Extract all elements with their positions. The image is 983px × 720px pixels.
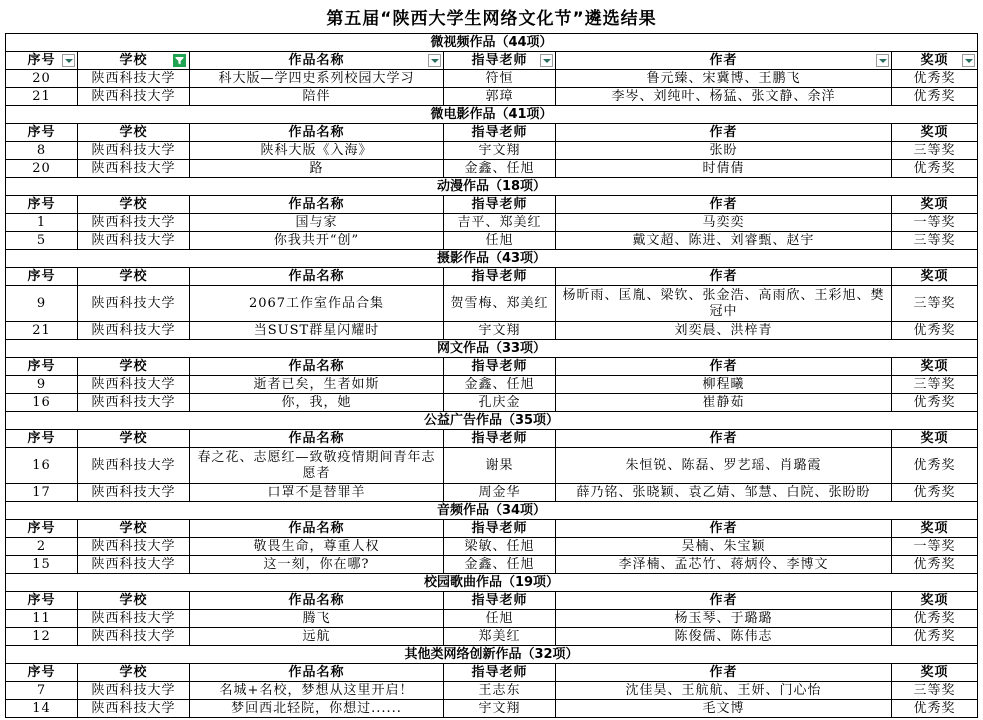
dropdown-arrow-icon	[879, 59, 887, 63]
cell-advisor[interactable]: 梁敏、任旭	[444, 538, 556, 556]
column-header-label: 作品名称	[288, 520, 345, 536]
cell-school[interactable]: 陕西科技大学	[78, 448, 190, 484]
table-row	[6, 610, 978, 628]
column-header-work-title[interactable]	[190, 430, 444, 448]
dropdown-arrow-icon	[431, 59, 439, 63]
cell-number[interactable]: 20	[6, 70, 78, 88]
cell-number[interactable]: 15	[6, 556, 78, 574]
cell-number[interactable]: 21	[6, 322, 78, 340]
column-header-label: 序号	[27, 52, 56, 68]
cell-award[interactable]: 优秀奖	[892, 484, 978, 502]
cell-work-title[interactable]: 你我共开“创”	[190, 232, 444, 250]
column-header-advisor[interactable]	[444, 268, 556, 286]
column-header-row	[6, 358, 978, 376]
column-header-row	[6, 592, 978, 610]
column-header-label: 学校	[119, 196, 148, 212]
cell-advisor[interactable]: 郭璋	[444, 88, 556, 106]
column-header-label: 作品名称	[288, 196, 345, 212]
results-sheet	[5, 33, 978, 718]
table-row	[6, 160, 978, 178]
column-header-advisor[interactable]	[444, 124, 556, 142]
cell-work-title[interactable]: 远航	[190, 628, 444, 646]
column-header-authors[interactable]	[556, 52, 892, 70]
column-header-work-title[interactable]	[190, 52, 444, 70]
column-header-advisor[interactable]	[444, 358, 556, 376]
cell-award[interactable]: 三等奖	[892, 286, 978, 322]
table-row	[6, 376, 978, 394]
column-header-label: 学校	[119, 520, 148, 536]
column-header-label: 作者	[709, 196, 738, 212]
cell-school[interactable]: 陕西科技大学	[78, 538, 190, 556]
cell-authors[interactable]: 马奕奕	[556, 214, 892, 232]
column-header-authors[interactable]	[556, 358, 892, 376]
cell-award[interactable]: 优秀奖	[892, 628, 978, 646]
award-category-block	[6, 502, 978, 574]
column-header-award[interactable]	[892, 520, 978, 538]
cell-school[interactable]: 陕西科技大学	[78, 394, 190, 412]
filter-active-icon	[175, 56, 184, 65]
cell-award[interactable]: 一等奖	[892, 538, 978, 556]
column-header-number[interactable]	[6, 430, 78, 448]
column-header-authors[interactable]	[556, 268, 892, 286]
column-header-label: 奖项	[920, 592, 949, 608]
cell-award[interactable]: 一等奖	[892, 214, 978, 232]
column-header-label: 指导老师	[471, 124, 528, 140]
cell-school[interactable]: 陕西科技大学	[78, 700, 190, 718]
column-header-label: 序号	[27, 124, 56, 140]
filter-dropdown-button-advisor[interactable]	[540, 54, 553, 67]
cell-number[interactable]: 16	[6, 448, 78, 484]
column-header-label: 序号	[27, 664, 56, 680]
column-header-label: 指导老师	[471, 268, 528, 284]
sheet-title[interactable]: 第五届“陕西大学生网络文化节”遴选结果	[326, 9, 657, 29]
cell-advisor[interactable]: 宇文翔	[444, 142, 556, 160]
category-title-cell[interactable]: 校园歌曲作品（19项）	[6, 574, 978, 592]
category-title-row	[6, 106, 978, 124]
cell-work-title[interactable]: 陪伴	[190, 88, 444, 106]
column-header-number[interactable]	[6, 196, 78, 214]
column-header-label: 作品名称	[288, 52, 345, 68]
column-header-label: 指导老师	[471, 358, 528, 374]
cell-school[interactable]: 陕西科技大学	[78, 628, 190, 646]
filter-dropdown-button-number[interactable]	[62, 54, 75, 67]
column-header-label: 指导老师	[471, 196, 528, 212]
column-header-label: 奖项	[920, 664, 949, 680]
column-header-authors[interactable]	[556, 520, 892, 538]
cell-school[interactable]: 陕西科技大学	[78, 556, 190, 574]
table-row	[6, 70, 978, 88]
cell-advisor[interactable]: 任旭	[444, 610, 556, 628]
cell-award[interactable]: 三等奖	[892, 232, 978, 250]
table-row	[6, 322, 978, 340]
cell-advisor[interactable]: 周金华	[444, 484, 556, 502]
cell-number[interactable]: 8	[6, 142, 78, 160]
cell-number[interactable]: 9	[6, 286, 78, 322]
cell-authors[interactable]: 沈佳昊、王航航、王妍、门心怡	[556, 682, 892, 700]
cell-work-title[interactable]: 敬畏生命，尊重人权	[190, 538, 444, 556]
cell-work-title[interactable]: 这一刻，你在哪?	[190, 556, 444, 574]
table-row	[6, 394, 978, 412]
table-row	[6, 142, 978, 160]
column-header-advisor[interactable]	[444, 520, 556, 538]
cell-work-title[interactable]: 梦回西北轻院，你想过......	[190, 700, 444, 718]
table-row	[6, 682, 978, 700]
dropdown-arrow-icon	[543, 59, 551, 63]
column-header-authors[interactable]	[556, 196, 892, 214]
column-header-label: 序号	[27, 592, 56, 608]
column-header-label: 作者	[709, 124, 738, 140]
column-header-label: 指导老师	[471, 520, 528, 536]
column-header-school[interactable]	[78, 358, 190, 376]
column-header-award[interactable]	[892, 52, 978, 70]
column-header-work-title[interactable]	[190, 358, 444, 376]
column-header-label: 作品名称	[288, 268, 345, 284]
column-header-label: 学校	[119, 52, 148, 68]
column-header-label: 学校	[119, 124, 148, 140]
category-title-row	[6, 34, 978, 52]
dropdown-arrow-icon	[65, 59, 73, 63]
cell-authors[interactable]: 杨昕雨、匡胤、梁钦、张金浩、高雨欣、王彩旭、樊冠中	[556, 286, 892, 322]
table-row	[6, 232, 978, 250]
column-header-advisor[interactable]	[444, 664, 556, 682]
cell-award[interactable]: 优秀奖	[892, 700, 978, 718]
column-header-row	[6, 124, 978, 142]
column-header-label: 作者	[709, 268, 738, 284]
cell-award[interactable]: 优秀奖	[892, 88, 978, 106]
category-title-cell[interactable]: 公益广告作品（35项）	[6, 412, 978, 430]
column-header-school[interactable]	[78, 124, 190, 142]
award-category-block	[6, 106, 978, 178]
column-header-work-title[interactable]	[190, 592, 444, 610]
column-header-work-title[interactable]	[190, 124, 444, 142]
column-header-school[interactable]	[78, 664, 190, 682]
table-row	[6, 286, 978, 322]
cell-authors[interactable]: 陈俊儒、陈伟志	[556, 628, 892, 646]
cell-school[interactable]: 陕西科技大学	[78, 322, 190, 340]
cell-number[interactable]: 12	[6, 628, 78, 646]
column-header-label: 作者	[709, 664, 738, 680]
cell-authors[interactable]: 戴文超、陈进、刘睿甄、赵宇	[556, 232, 892, 250]
column-header-label: 指导老师	[471, 592, 528, 608]
column-header-school[interactable]	[78, 268, 190, 286]
cell-work-title[interactable]: 你，我，她	[190, 394, 444, 412]
column-header-label: 奖项	[920, 124, 949, 140]
cell-work-title[interactable]: 当SUST群星闪耀时	[190, 322, 444, 340]
cell-award[interactable]: 优秀奖	[892, 70, 978, 88]
column-header-row	[6, 196, 978, 214]
column-header-number[interactable]	[6, 664, 78, 682]
column-header-label: 指导老师	[471, 430, 528, 446]
cell-school[interactable]: 陕西科技大学	[78, 286, 190, 322]
category-title-cell[interactable]: 网文作品（33项）	[6, 340, 978, 358]
cell-award[interactable]: 三等奖	[892, 376, 978, 394]
column-header-label: 学校	[119, 592, 148, 608]
cell-school[interactable]: 陕西科技大学	[78, 160, 190, 178]
column-header-advisor[interactable]	[444, 196, 556, 214]
category-title-row	[6, 250, 978, 268]
award-category-block	[6, 574, 978, 646]
column-header-award[interactable]	[892, 358, 978, 376]
column-header-number[interactable]	[6, 52, 78, 70]
cell-advisor[interactable]: 贺雪梅、郑美红	[444, 286, 556, 322]
column-header-label: 奖项	[920, 268, 949, 284]
column-header-label: 作品名称	[288, 664, 345, 680]
cell-advisor[interactable]: 宇文翔	[444, 700, 556, 718]
column-header-row	[6, 430, 978, 448]
cell-award[interactable]: 优秀奖	[892, 394, 978, 412]
cell-number[interactable]: 16	[6, 394, 78, 412]
column-header-label: 作者	[709, 592, 738, 608]
award-category-block	[6, 340, 978, 412]
cell-award[interactable]: 三等奖	[892, 682, 978, 700]
column-header-school[interactable]	[78, 520, 190, 538]
cell-authors[interactable]: 张盼	[556, 142, 892, 160]
column-header-row	[6, 664, 978, 682]
cell-number[interactable]: 11	[6, 610, 78, 628]
category-title-cell[interactable]: 微视频作品（44项）	[6, 34, 978, 52]
category-title-row	[6, 340, 978, 358]
cell-award[interactable]: 优秀奖	[892, 322, 978, 340]
column-header-label: 序号	[27, 196, 56, 212]
cell-school[interactable]: 陕西科技大学	[78, 376, 190, 394]
cell-work-title[interactable]: 路	[190, 160, 444, 178]
cell-school[interactable]: 陕西科技大学	[78, 88, 190, 106]
filter-dropdown-button-authors[interactable]	[876, 54, 889, 67]
column-header-advisor[interactable]	[444, 592, 556, 610]
category-title-row	[6, 646, 978, 664]
table-row	[6, 700, 978, 718]
table-row	[6, 628, 978, 646]
column-header-award[interactable]	[892, 268, 978, 286]
cell-work-title[interactable]: 口罩不是替罪羊	[190, 484, 444, 502]
filter-applied-button-school[interactable]	[173, 54, 186, 67]
table-row	[6, 88, 978, 106]
table-row	[6, 538, 978, 556]
cell-work-title[interactable]: 2067工作室作品合集	[190, 286, 444, 322]
column-header-authors[interactable]	[556, 592, 892, 610]
column-header-work-title[interactable]	[190, 520, 444, 538]
column-header-label: 作品名称	[288, 430, 345, 446]
column-header-label: 作者	[709, 358, 738, 374]
category-title-row	[6, 574, 978, 592]
column-header-label: 指导老师	[471, 664, 528, 680]
column-header-label: 学校	[119, 358, 148, 374]
cell-authors[interactable]: 刘奕晨、洪梓青	[556, 322, 892, 340]
filter-dropdown-button-work-title[interactable]	[428, 54, 441, 67]
cell-award[interactable]: 优秀奖	[892, 556, 978, 574]
column-header-number[interactable]	[6, 358, 78, 376]
column-header-label: 作者	[709, 52, 738, 68]
award-category-block	[6, 34, 978, 106]
award-category-block	[6, 412, 978, 502]
cell-authors[interactable]: 毛文博	[556, 700, 892, 718]
category-title-cell[interactable]: 其他类网络创新作品（32项）	[6, 646, 978, 664]
column-header-advisor[interactable]	[444, 52, 556, 70]
award-category-block	[6, 178, 978, 250]
category-title-cell[interactable]: 摄影作品（43项）	[6, 250, 978, 268]
category-title-cell[interactable]: 微电影作品（41项）	[6, 106, 978, 124]
column-header-label: 学校	[119, 268, 148, 284]
filter-dropdown-button-award[interactable]	[962, 54, 975, 67]
cell-number[interactable]: 21	[6, 88, 78, 106]
cell-school[interactable]: 陕西科技大学	[78, 484, 190, 502]
award-category-block	[6, 250, 978, 340]
column-header-award[interactable]	[892, 664, 978, 682]
column-header-award[interactable]	[892, 592, 978, 610]
cell-work-title[interactable]: 名城+名校，梦想从这里开启！	[190, 682, 444, 700]
column-header-label: 序号	[27, 520, 56, 536]
award-category-block	[6, 646, 978, 718]
column-header-authors[interactable]	[556, 430, 892, 448]
cell-advisor[interactable]: 谢果	[444, 448, 556, 484]
column-header-label: 奖项	[920, 520, 949, 536]
column-header-label: 序号	[27, 268, 56, 284]
category-title-row	[6, 412, 978, 430]
column-header-label: 序号	[27, 358, 56, 374]
column-header-award[interactable]	[892, 196, 978, 214]
column-header-school[interactable]	[78, 430, 190, 448]
cell-advisor[interactable]: 符恒	[444, 70, 556, 88]
cell-authors[interactable]: 时倩倩	[556, 160, 892, 178]
category-title-row	[6, 178, 978, 196]
cell-work-title[interactable]: 逝者已矣，生者如斯	[190, 376, 444, 394]
cell-award[interactable]: 优秀奖	[892, 448, 978, 484]
column-header-number[interactable]	[6, 520, 78, 538]
cell-number[interactable]: 20	[6, 160, 78, 178]
column-header-row	[6, 268, 978, 286]
category-title-row	[6, 502, 978, 520]
cell-authors[interactable]: 杨玉琴、于璐璐	[556, 610, 892, 628]
cell-award[interactable]: 优秀奖	[892, 160, 978, 178]
cell-school[interactable]: 陕西科技大学	[78, 610, 190, 628]
column-header-label: 奖项	[920, 430, 949, 446]
cell-work-title[interactable]: 科大版—学四史系列校园大学习	[190, 70, 444, 88]
column-header-label: 作者	[709, 520, 738, 536]
cell-award[interactable]: 优秀奖	[892, 610, 978, 628]
category-title-cell[interactable]: 音频作品（34项）	[6, 502, 978, 520]
cell-authors[interactable]: 薛乃铭、张晓颖、袁乙婧、邹慧、白院、张盼盼	[556, 484, 892, 502]
cell-advisor[interactable]: 孔庆金	[444, 394, 556, 412]
column-header-label: 奖项	[920, 358, 949, 374]
column-header-authors[interactable]	[556, 124, 892, 142]
cell-school[interactable]: 陕西科技大学	[78, 214, 190, 232]
cell-number[interactable]: 5	[6, 232, 78, 250]
cell-authors[interactable]: 鲁元臻、宋冀博、王鹏飞	[556, 70, 892, 88]
table-row	[6, 448, 978, 484]
cell-number[interactable]: 17	[6, 484, 78, 502]
column-header-number[interactable]	[6, 592, 78, 610]
cell-number[interactable]: 1	[6, 214, 78, 232]
column-header-label: 作品名称	[288, 358, 345, 374]
column-header-row	[6, 52, 978, 70]
column-header-work-title[interactable]	[190, 196, 444, 214]
cell-advisor[interactable]: 王志东	[444, 682, 556, 700]
column-header-label: 作品名称	[288, 592, 345, 608]
table-row	[6, 556, 978, 574]
cell-authors[interactable]: 崔静茹	[556, 394, 892, 412]
cell-school[interactable]: 陕西科技大学	[78, 682, 190, 700]
cell-advisor[interactable]: 金鑫、任旭	[444, 556, 556, 574]
column-header-label: 序号	[27, 430, 56, 446]
cell-number[interactable]: 14	[6, 700, 78, 718]
dropdown-arrow-icon	[965, 59, 973, 63]
column-header-label: 作品名称	[288, 124, 345, 140]
cell-authors[interactable]: 李泽楠、孟芯竹、蒋炳伶、李博文	[556, 556, 892, 574]
column-header-number[interactable]	[6, 124, 78, 142]
table-row	[6, 484, 978, 502]
cell-number[interactable]: 9	[6, 376, 78, 394]
cell-authors[interactable]: 朱恒锐、陈磊、罗艺瑶、肖璐霞	[556, 448, 892, 484]
cell-work-title[interactable]: 国与家	[190, 214, 444, 232]
column-header-school[interactable]	[78, 52, 190, 70]
cell-award[interactable]: 三等奖	[892, 142, 978, 160]
column-header-award[interactable]	[892, 124, 978, 142]
column-header-award[interactable]	[892, 430, 978, 448]
category-title-cell[interactable]: 动漫作品（18项）	[6, 178, 978, 196]
cell-advisor[interactable]: 金鑫、任旭	[444, 160, 556, 178]
column-header-label: 学校	[119, 664, 148, 680]
table-row	[6, 214, 978, 232]
cell-school[interactable]: 陕西科技大学	[78, 142, 190, 160]
column-header-label: 指导老师	[471, 52, 528, 68]
cell-school[interactable]: 陕西科技大学	[78, 70, 190, 88]
cell-authors[interactable]: 李岑、刘纯叶、杨猛、张文静、余洋	[556, 88, 892, 106]
column-header-authors[interactable]	[556, 664, 892, 682]
column-header-label: 学校	[119, 430, 148, 446]
cell-number[interactable]: 7	[6, 682, 78, 700]
cell-number[interactable]: 2	[6, 538, 78, 556]
cell-authors[interactable]: 吴楠、朱宝颖	[556, 538, 892, 556]
cell-authors[interactable]: 柳程曦	[556, 376, 892, 394]
cell-advisor[interactable]: 宇文翔	[444, 322, 556, 340]
cell-advisor[interactable]: 任旭	[444, 232, 556, 250]
column-header-advisor[interactable]	[444, 430, 556, 448]
column-header-label: 奖项	[920, 52, 949, 68]
column-header-work-title[interactable]	[190, 268, 444, 286]
cell-work-title[interactable]: 腾飞	[190, 610, 444, 628]
cell-advisor[interactable]: 郑美红	[444, 628, 556, 646]
cell-work-title[interactable]: 陕科大版《入海》	[190, 142, 444, 160]
column-header-school[interactable]	[78, 592, 190, 610]
column-header-number[interactable]	[6, 268, 78, 286]
cell-work-title[interactable]: 春之花、志愿红—致敬疫情期间青年志愿者	[190, 448, 444, 484]
cell-school[interactable]: 陕西科技大学	[78, 232, 190, 250]
column-header-work-title[interactable]	[190, 664, 444, 682]
cell-advisor[interactable]: 金鑫、任旭	[444, 376, 556, 394]
column-header-label: 奖项	[920, 196, 949, 212]
column-header-row	[6, 520, 978, 538]
cell-advisor[interactable]: 吉平、郑美红	[444, 214, 556, 232]
column-header-school[interactable]	[78, 196, 190, 214]
column-header-label: 作者	[709, 430, 738, 446]
